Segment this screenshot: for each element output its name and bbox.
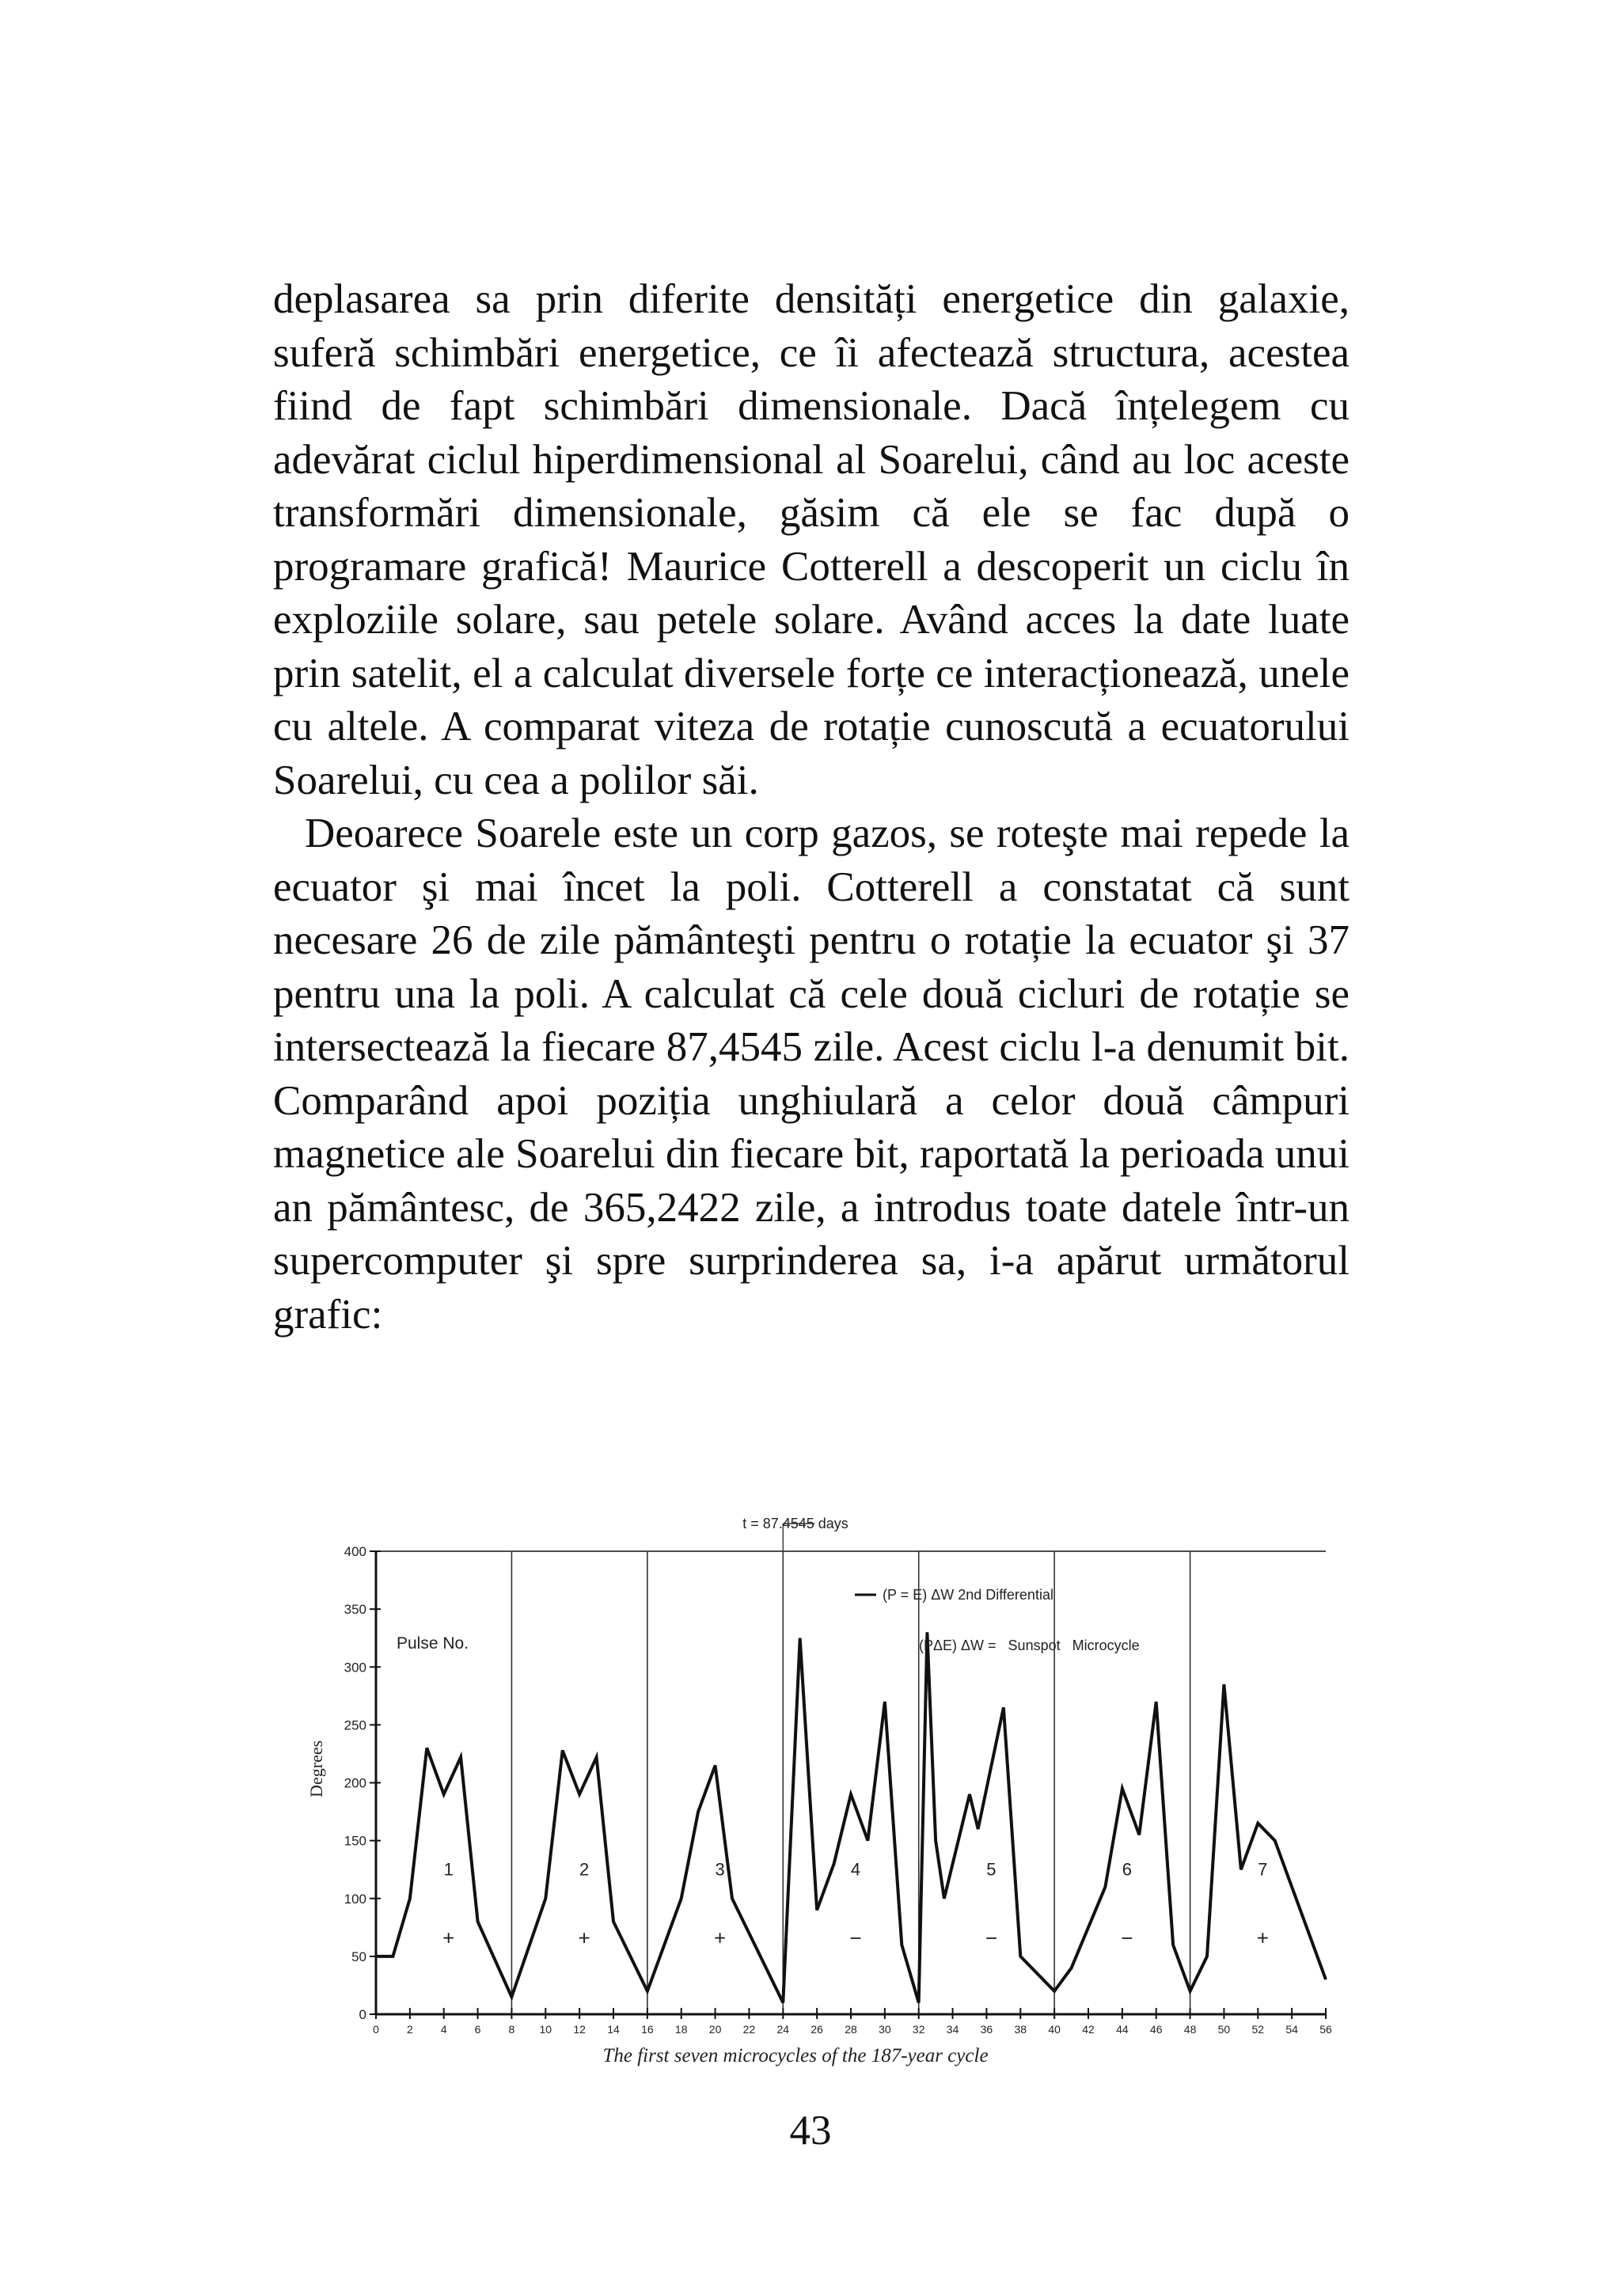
chart-labels (306, 1516, 1140, 2066)
pulse-sign: + (713, 1926, 727, 1950)
data-point (579, 1794, 580, 1795)
pulse-number: 6 (1122, 1859, 1132, 1880)
data-point (918, 2002, 919, 2003)
x-tick-label: 2 (406, 2023, 413, 2036)
y-tick-label: 250 (344, 1717, 366, 1733)
data-point (596, 1757, 597, 1758)
x-tick-label: 44 (1116, 2023, 1129, 2036)
data-point (1003, 1707, 1004, 1708)
data-point (715, 1765, 716, 1766)
chart-top-label: t = 87.4545 days (742, 1516, 848, 1531)
x-tick-label: 38 (1014, 2023, 1027, 2036)
pulse-number: 4 (850, 1859, 861, 1880)
data-point (817, 1910, 818, 1911)
x-tick-label: 8 (508, 2023, 515, 2036)
y-tick-label: 50 (351, 1949, 366, 1964)
data-point (1326, 1979, 1327, 1980)
chart-pulse-label: Pulse No. (397, 1634, 469, 1653)
data-point (1240, 1869, 1241, 1870)
data-point (943, 1898, 944, 1899)
x-tick-label: 32 (912, 2023, 925, 2036)
pulse-sign: − (1121, 1926, 1133, 1950)
body-text (273, 273, 1350, 1342)
chart-xlabel: The first seven microcycles of the 187-year cycle (602, 2045, 989, 2066)
x-tick-label: 4 (440, 2023, 447, 2036)
chart-pulse-markers (442, 1860, 1269, 1950)
pulse-number: 1 (443, 1859, 454, 1880)
x-tick-label: 18 (674, 2023, 688, 2036)
paragraph-1: deplasarea sa prin diferite densități energetice din galaxie, suferă schimbări energetice, ce îi afectează structura, acestea fiind de fapt schimbări dimensionale. Dacă înțelegem cu adevărat ciclul hiperdimensional al Soarelui, când au loc aceste transformări dimensionale, găsim că ele se fac după o programare grafică! Maurice Cotterell a descoperit un ciclu în exploziile solare, sau petele solare. Având acces la date luate prin satelit, el a calculat diversele forțe ce interacționează, unele cu altele. A comparat viteza de rotație cunoscută a ecuatorului Soarelui, cu cea a polilor săi. (273, 276, 1350, 803)
data-point (927, 1632, 928, 1633)
x-tick-label: 22 (742, 2023, 756, 2036)
x-tick-label: 28 (845, 2023, 857, 2036)
x-tick-label: 20 (708, 2023, 722, 2036)
data-point (511, 1997, 512, 1998)
x-tick-label: 0 (373, 2023, 379, 2036)
sunspot-microcycle-chart (305, 1508, 1334, 2078)
legend-microcycle-label: (PΔE) ΔW = Sunspot Microcycle (919, 1638, 1140, 1653)
x-tick-label: 46 (1149, 2023, 1163, 2036)
data-point (409, 1898, 410, 1899)
data-point (1274, 1840, 1275, 1841)
x-tick-label: 16 (641, 2023, 654, 2036)
data-point (833, 1863, 834, 1864)
chart-ticks (344, 1544, 1332, 2036)
x-tick-label: 36 (980, 2023, 993, 2036)
page-number: 43 (789, 2108, 832, 2154)
chart-ylabel: Degrees (306, 1740, 326, 1798)
y-tick-label: 350 (344, 1602, 366, 1618)
data-point (443, 1794, 444, 1795)
x-tick-label: 52 (1251, 2023, 1265, 2036)
y-tick-label: 400 (344, 1544, 366, 1559)
pulse-sign: − (849, 1926, 862, 1950)
data-point (867, 1840, 868, 1841)
data-point (851, 1794, 852, 1795)
x-tick-label: 12 (573, 2023, 586, 2036)
paragraph-2: Deoarece Soarele este un corp gazos, se roteşte mai repede la ecuator şi mai încet la poli. Cotterell a constatat că sunt necesare 26 de zile pământeşti pentru o rotație la ecuator şi 37 pentru una la poli. A calculat că cele două cicluri de rotație se intersectează la fiecare 87,4545 zile. Acest ciclu l-a denumit bit. Comparând apoi poziția unghiulară a celor două câmpuri magnetice ale Soarelui din fiecare bit, raportată la perioada unui an pământesc, de 365,2422 zile, a introdus toate datele într-un supercomputer şi spre surprinderea sa, i-a apărut următorul grafic: (273, 810, 1350, 1338)
y-tick-label: 200 (344, 1775, 366, 1791)
x-tick-label: 42 (1082, 2023, 1095, 2036)
data-point (545, 1898, 546, 1899)
pulse-number: 2 (579, 1859, 590, 1880)
x-tick-label: 30 (879, 2023, 891, 2036)
pulse-sign: + (442, 1926, 455, 1950)
y-tick-label: 150 (344, 1833, 366, 1849)
pulse-number: 3 (715, 1859, 725, 1880)
pulse-sign: − (985, 1926, 998, 1950)
data-point (1105, 1887, 1106, 1888)
x-tick-label: 48 (1183, 2023, 1197, 2036)
x-tick-label: 26 (810, 2023, 823, 2036)
data-point (562, 1750, 563, 1751)
y-tick-label: 100 (344, 1891, 366, 1907)
y-tick-label: 0 (359, 2007, 366, 2022)
x-tick-label: 10 (539, 2023, 552, 2036)
pulse-sign: + (578, 1926, 590, 1950)
x-tick-label: 24 (776, 2023, 790, 2036)
legend-line-entry: (P = E) ΔW 2nd Differential (883, 1587, 1053, 1603)
data-point (732, 1898, 733, 1899)
x-tick-label: 56 (1319, 2023, 1332, 2036)
pulse-sign: + (1256, 1926, 1269, 1950)
data-point (783, 2002, 784, 2003)
data-point (1054, 1990, 1055, 1991)
x-tick-label: 54 (1285, 2023, 1298, 2036)
x-tick-label: 14 (607, 2023, 620, 2036)
x-tick-label: 34 (946, 2023, 959, 2036)
x-tick-label: 40 (1048, 2023, 1061, 2036)
x-tick-label: 6 (474, 2023, 481, 2036)
x-tick-label: 50 (1217, 2023, 1231, 2036)
y-tick-label: 300 (344, 1660, 366, 1676)
pulse-number: 7 (1258, 1859, 1268, 1880)
pulse-number: 5 (986, 1859, 997, 1880)
